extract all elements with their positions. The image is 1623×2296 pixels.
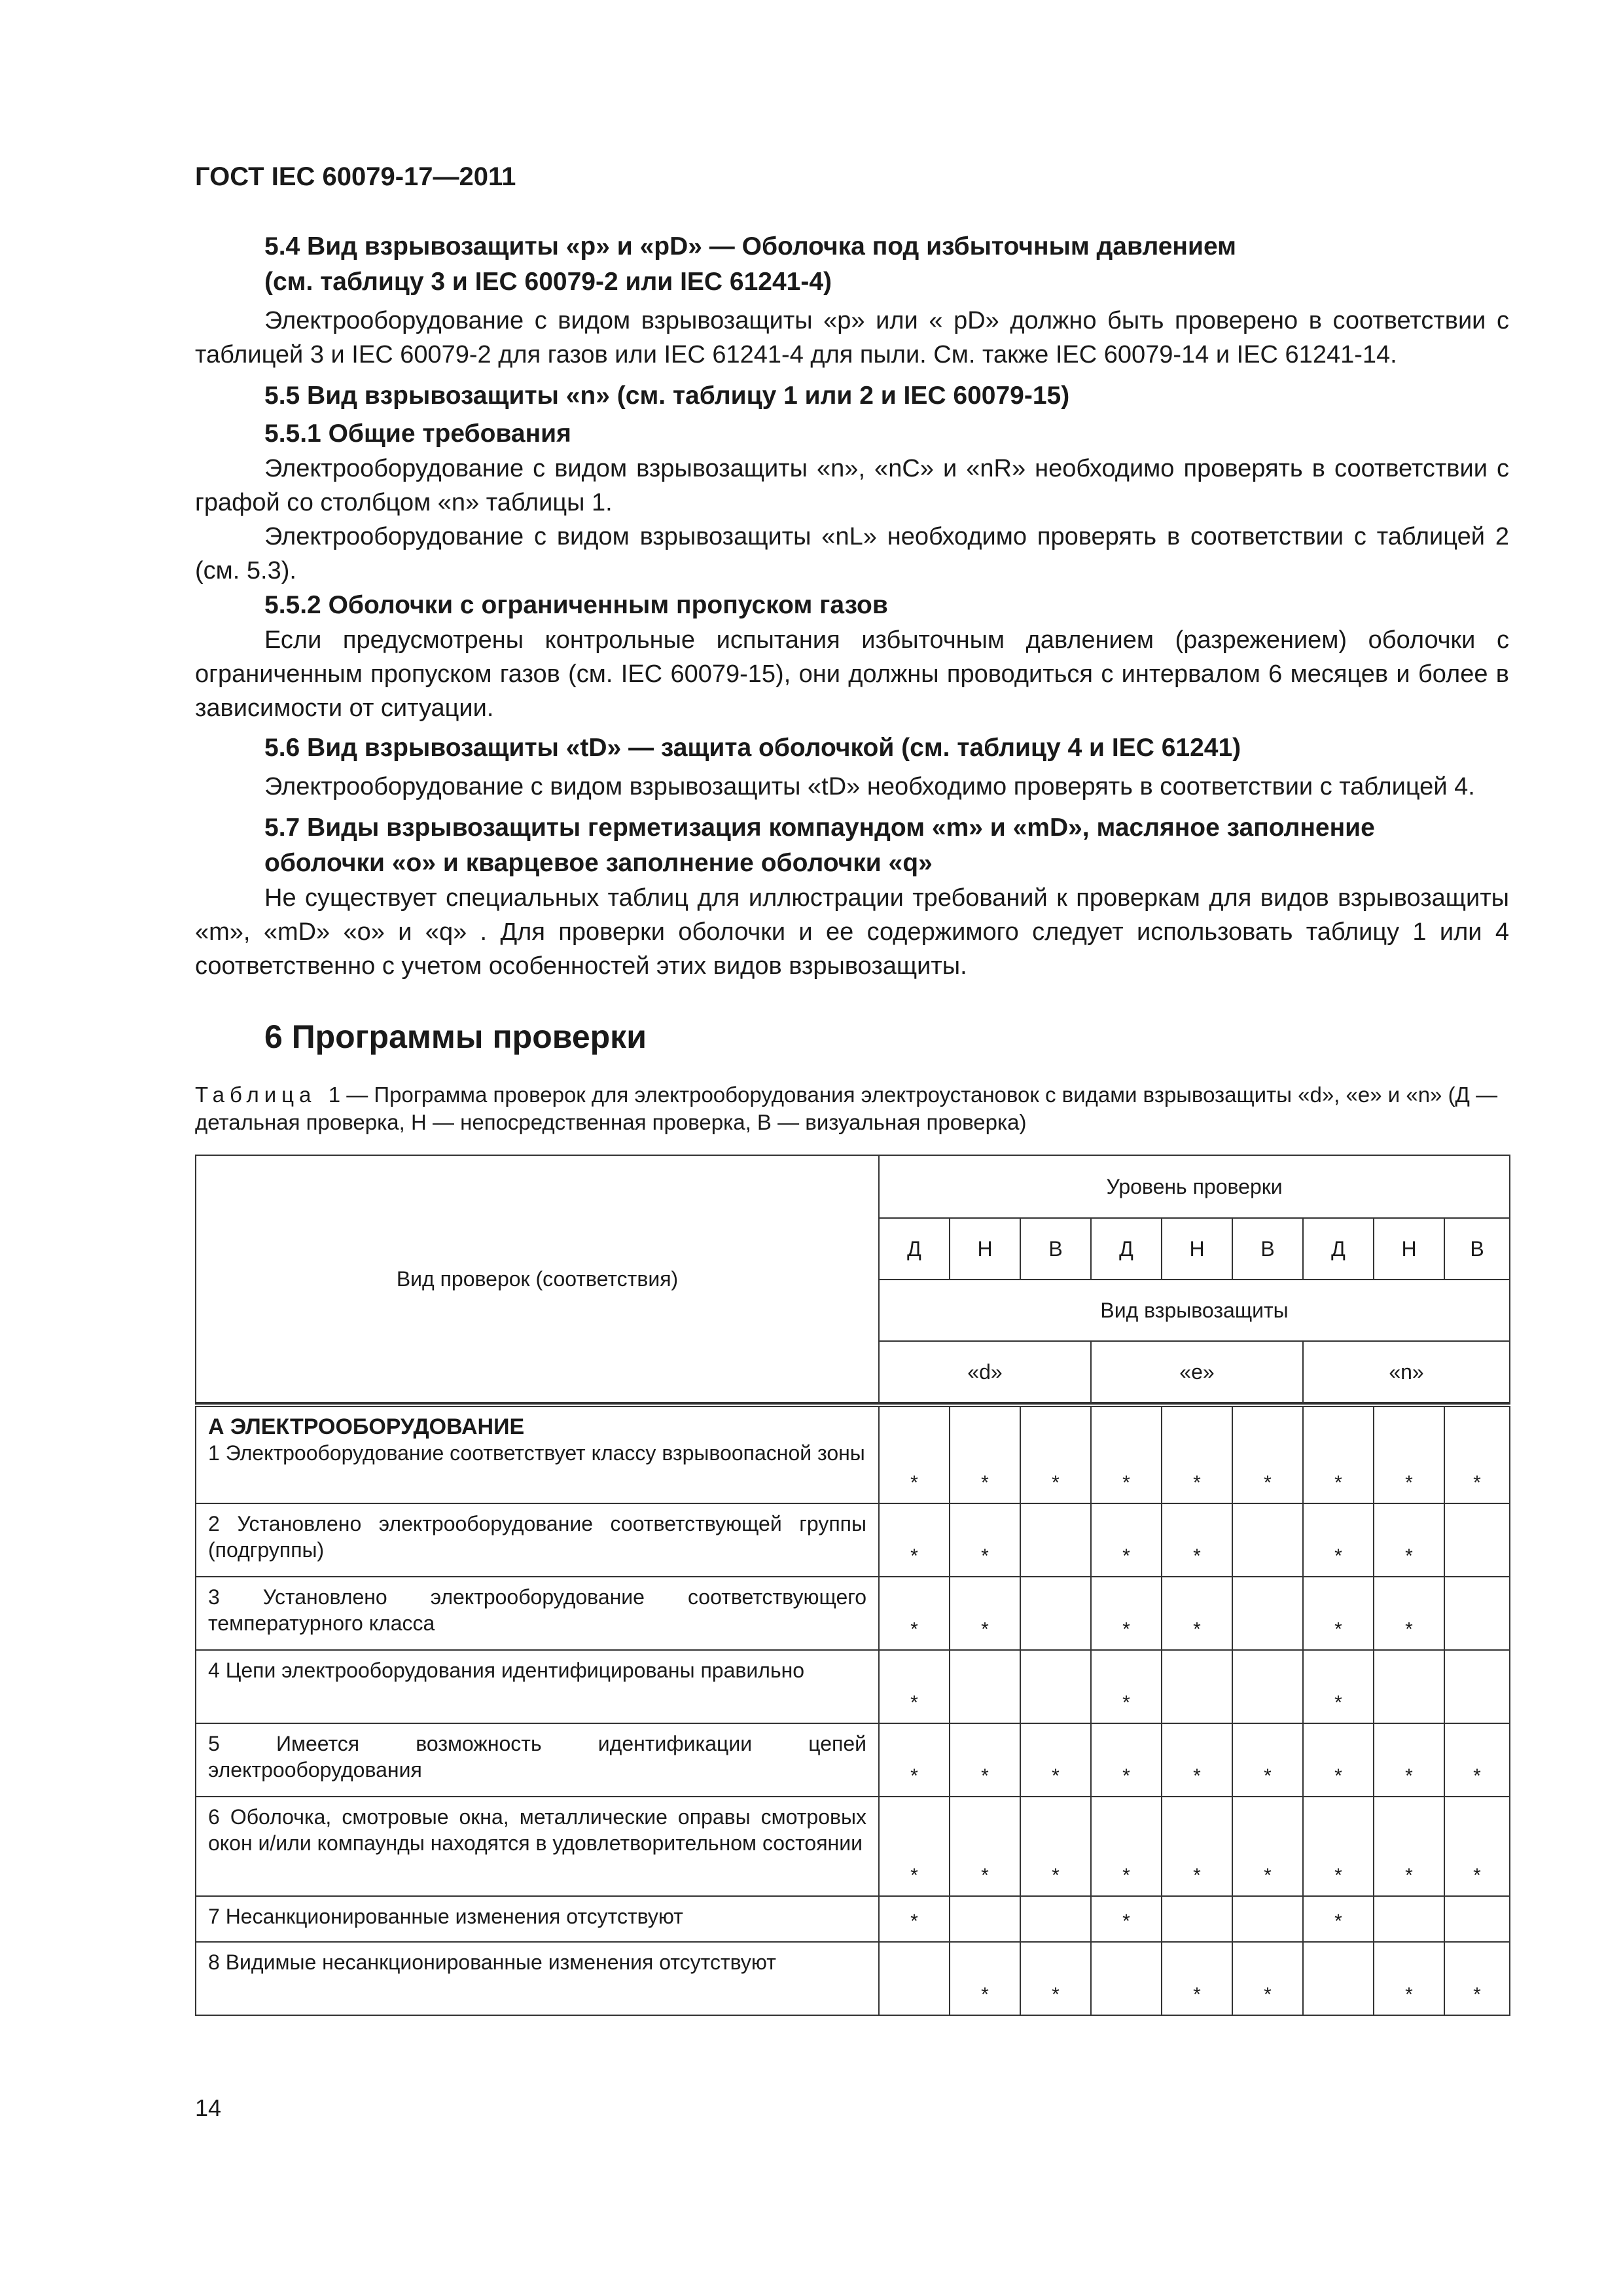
mark-cell (1162, 1896, 1232, 1942)
level-cell: Н (1162, 1218, 1232, 1280)
mark-cell (1232, 1577, 1303, 1650)
mark-cell: * (1162, 1405, 1232, 1503)
section-5-5-2-title: 5.5.2 Оболочки с ограниченным пропуском газов (264, 591, 888, 619)
mark-cell (1091, 1942, 1162, 2015)
mark-cell (1444, 1896, 1510, 1942)
mark-cell (1303, 1942, 1374, 2015)
section-5-4-title-cont: (см. таблицу 3 и IEC 60079-2 или IEC 61241-4) (264, 268, 832, 296)
mark-cell (1232, 1503, 1303, 1577)
mark-cell: * (1374, 1797, 1444, 1896)
table-row (196, 1503, 1510, 1577)
row-label-cell (196, 1405, 879, 1503)
level-cell: Д (879, 1218, 950, 1280)
mark-cell: * (1020, 1942, 1091, 2015)
row-label-cell (196, 1942, 879, 2015)
row-label: 7 Несанкционированные изменения отсутствуют (208, 1905, 683, 1928)
mark-cell (1232, 1650, 1303, 1723)
mark-cell: * (950, 1942, 1020, 2015)
mark-cell (1444, 1577, 1510, 1650)
table-row (196, 1942, 1510, 2015)
row-label: 1 Электрооборудование соответствует классу взрывоопасной зоны (208, 1441, 865, 1465)
mark-cell: * (1020, 1723, 1091, 1797)
mark-cell: * (1303, 1577, 1374, 1650)
mark-cell (1020, 1896, 1091, 1942)
table-header-row (196, 1155, 1510, 1218)
section-5-7-title: 5.7 Виды взрывозащиты герметизация компаундом «m» и «mD», масляное заполнение (264, 814, 1375, 842)
mark-cell: * (1020, 1797, 1091, 1896)
section-5-6-text: Электрооборудование с видом взрывозащиты «tD» необходимо проверять в соответствии с таблицей 4. (264, 773, 1475, 800)
table-caption-number: 1 (328, 1083, 341, 1107)
mark-cell: * (1303, 1797, 1374, 1896)
section-5-6-title: 5.6 Вид взрывозащиты «tD» — защита оболочкой (см. таблицу 4 и IEC 61241) (264, 734, 1241, 762)
section-5-5-1-text-1: Электрооборудование с видом взрывозащиты «n», «nC» и «nR» необходимо проверять в соответствии с графой со столбцом «n» таблицы 1. (195, 455, 1509, 516)
row-label-cell (196, 1723, 879, 1797)
mark-cell: * (1374, 1723, 1444, 1797)
level-cell: В (1020, 1218, 1091, 1280)
table-caption (195, 1081, 1509, 1136)
mark-cell: * (1091, 1797, 1162, 1896)
section-6-title: 6 Программы проверки (264, 1018, 647, 1055)
mark-cell (1020, 1650, 1091, 1723)
row-label: 4 Цепи электрооборудования идентифицированы правильно (208, 1659, 805, 1682)
mark-cell: * (1374, 1942, 1444, 2015)
section-5-7-text: Не существует специальных таблиц для иллюстрации требований к проверкам для видов взрывозащиты «m», «mD» «о» и «q» . Для проверки оболочки и ее содержимого следует использовать таблицу 1 или 4 соответственно с учетом особенностей этих видов взрывозащиты. (195, 884, 1509, 980)
mark-cell (1020, 1577, 1091, 1650)
level-cell: Н (950, 1218, 1020, 1280)
mark-cell: * (1091, 1577, 1162, 1650)
mark-cell: * (1162, 1503, 1232, 1577)
mark-cell: * (950, 1723, 1020, 1797)
row-label-cell (196, 1577, 879, 1650)
section-5-7-title-cont: оболочки «о» и кварцевое заполнение оболочки «q» (264, 849, 933, 877)
table-row (196, 1797, 1510, 1896)
mark-cell: * (879, 1503, 950, 1577)
mark-cell: * (1232, 1405, 1303, 1503)
table-row (196, 1723, 1510, 1797)
section-5-5-title: 5.5 Вид взрывозащиты «n» (см. таблицу 1 или 2 и IEC 60079-15) (264, 382, 1070, 410)
protection-n: «n» (1303, 1341, 1510, 1403)
row-label-cell (196, 1503, 879, 1577)
level-cell: Д (1091, 1218, 1162, 1280)
mark-cell: * (1232, 1797, 1303, 1896)
mark-cell: * (1303, 1650, 1374, 1723)
row-label-cell (196, 1797, 879, 1896)
mark-cell (950, 1896, 1020, 1942)
mark-cell (1232, 1896, 1303, 1942)
inspection-table (195, 1155, 1510, 1403)
section-a-heading: А ЭЛЕКТРООБОРУДОВАНИЕ (208, 1414, 525, 1439)
protection-d: «d» (879, 1341, 1091, 1403)
table-caption-label: Таблица (195, 1083, 317, 1107)
header-level: Уровень проверки (879, 1155, 1510, 1218)
mark-cell: * (1303, 1503, 1374, 1577)
mark-cell: * (1374, 1405, 1444, 1503)
row-label: 3 Установлено электрооборудование соответствующего температурного класса (208, 1585, 866, 1635)
document-header: ГОСТ IEC 60079-17—2011 (195, 162, 516, 191)
mark-cell (1444, 1503, 1510, 1577)
mark-cell: * (1444, 1797, 1510, 1896)
table-caption-text: — Программа проверок для электрооборудования электроустановок с видами взрывозащиты «d», «е» и «n» (Д — детальная проверка, Н — непосредственная проверка, В — визуальная проверка) (195, 1083, 1498, 1134)
table-row (196, 1896, 1510, 1942)
mark-cell (950, 1650, 1020, 1723)
mark-cell: * (1162, 1577, 1232, 1650)
mark-cell: * (950, 1577, 1020, 1650)
section-5-4-text: Электрооборудование с видом взрывозащиты «р» или « pD» должно быть проверено в соответствии с таблицей 3 и IEC 60079-2 для газов или IEC 61241-4 для пыли. См. также IEC 60079-14 и IEC 61241-14. (195, 307, 1509, 368)
mark-cell: * (1444, 1405, 1510, 1503)
header-check-type: Вид проверок (соответствия) (196, 1155, 879, 1403)
mark-cell: * (1091, 1405, 1162, 1503)
mark-cell: * (1091, 1503, 1162, 1577)
row-label: 5 Имеется возможность идентификации цепей электрооборудования (208, 1732, 866, 1782)
mark-cell: * (879, 1797, 950, 1896)
inspection-table-body (195, 1403, 1510, 2016)
mark-cell: * (1374, 1577, 1444, 1650)
table-row (196, 1650, 1510, 1723)
table-row (196, 1577, 1510, 1650)
text-block (195, 229, 1509, 2016)
mark-cell (1374, 1650, 1444, 1723)
mark-cell: * (879, 1650, 950, 1723)
mark-cell (879, 1942, 950, 2015)
mark-cell: * (879, 1723, 950, 1797)
mark-cell: * (879, 1896, 950, 1942)
row-label: 8 Видимые несанкционированные изменения отсутствуют (208, 1950, 776, 1974)
mark-cell: * (1162, 1723, 1232, 1797)
header-protection: Вид взрывозащиты (879, 1280, 1510, 1341)
section-5-4-title: 5.4 Вид взрывозащиты «р» и «pD» — Оболочка под избыточным давлением (264, 232, 1236, 260)
mark-cell: * (1303, 1723, 1374, 1797)
mark-cell: * (879, 1405, 950, 1503)
mark-cell: * (1444, 1723, 1510, 1797)
level-cell: В (1232, 1218, 1303, 1280)
mark-cell: * (1303, 1896, 1374, 1942)
section-5-5-1-title: 5.5.1 Общие требования (264, 420, 571, 448)
page-number: 14 (195, 2094, 222, 2121)
level-cell: Н (1374, 1218, 1444, 1280)
section-5-5-1-text-2: Электрооборудование с видом взрывозащиты «nL» необходимо проверять в соответствии с таблицей 2 (см. 5.3). (195, 523, 1509, 584)
table-row (196, 1405, 1510, 1503)
level-cell: Д (1303, 1218, 1374, 1280)
mark-cell: * (1091, 1650, 1162, 1723)
mark-cell: * (1374, 1503, 1444, 1577)
mark-cell: * (1303, 1405, 1374, 1503)
row-label-cell (196, 1896, 879, 1942)
mark-cell: * (950, 1797, 1020, 1896)
mark-cell: * (950, 1503, 1020, 1577)
mark-cell (1020, 1503, 1091, 1577)
level-cell: В (1444, 1218, 1510, 1280)
mark-cell (1444, 1650, 1510, 1723)
row-label-cell (196, 1650, 879, 1723)
section-5-5-2-text: Если предусмотрены контрольные испытания избыточным давлением (разрежением) оболочки с ограниченным пропуском газов (см. IEC 60079-15), они должны проводиться с интервалом 6 месяцев и более в зависимости от ситуации. (195, 626, 1509, 722)
mark-cell: * (1232, 1723, 1303, 1797)
mark-cell: * (1162, 1797, 1232, 1896)
mark-cell: * (1232, 1942, 1303, 2015)
mark-cell: * (950, 1405, 1020, 1503)
mark-cell: * (1444, 1942, 1510, 2015)
mark-cell (1162, 1650, 1232, 1723)
row-label: 2 Установлено электрооборудование соответствующей группы (подгруппы) (208, 1512, 866, 1562)
protection-e: «e» (1091, 1341, 1303, 1403)
mark-cell: * (879, 1577, 950, 1650)
mark-cell: * (1162, 1942, 1232, 2015)
row-label: 6 Оболочка, смотровые окна, металлические оправы смотровых окон и/или компаунды находятся в удовлетворительном состоянии (208, 1805, 866, 1855)
mark-cell: * (1091, 1896, 1162, 1942)
mark-cell: * (1020, 1405, 1091, 1503)
mark-cell: * (1091, 1723, 1162, 1797)
mark-cell (1374, 1896, 1444, 1942)
